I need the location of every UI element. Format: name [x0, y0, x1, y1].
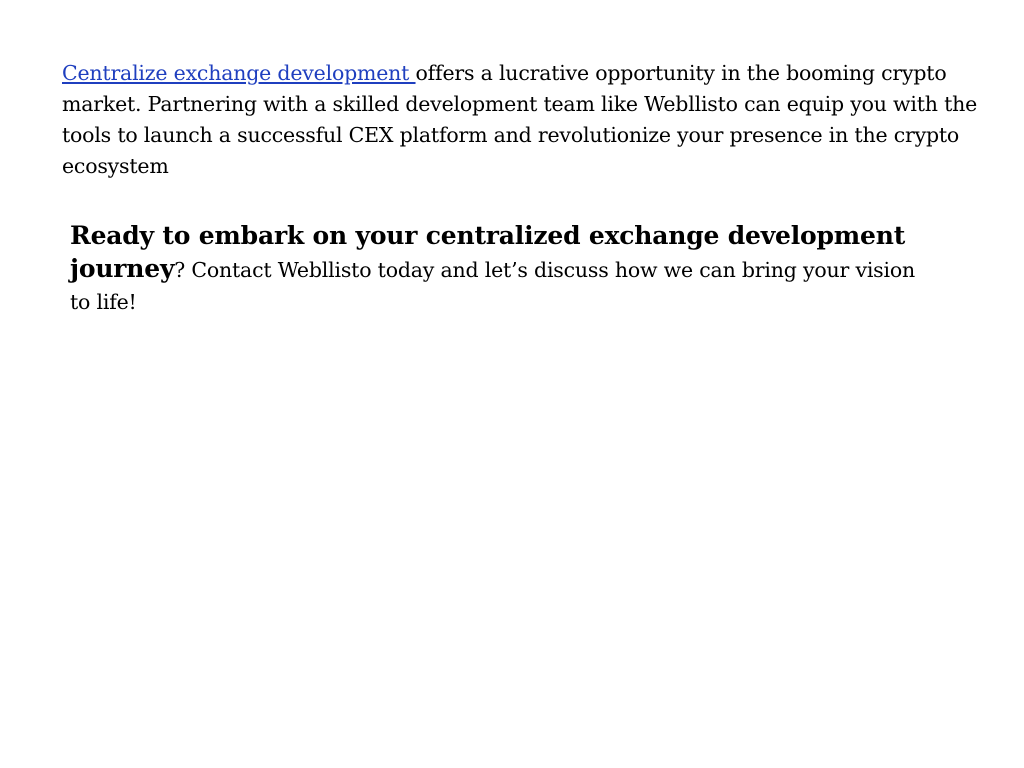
intro-paragraph — [62, 58, 982, 182]
intro-body-text: offers a lucrative opportunity in the booming crypto market. Partnering with a skilled development team like Webllisto can equip you with the tools to launch a successful CEX platform and revolutionize your presence in the crypto ecosystem — [62, 61, 978, 178]
centralize-exchange-link[interactable]: Centralize exchange development — [62, 61, 416, 85]
cta-heading-text: Ready to embark on your centralized exchange development journey — [70, 221, 906, 283]
cta-paragraph — [70, 220, 930, 318]
cta-body-text: ? Contact Webllisto today and let’s discuss how we can bring your vision to life! — [70, 258, 916, 314]
